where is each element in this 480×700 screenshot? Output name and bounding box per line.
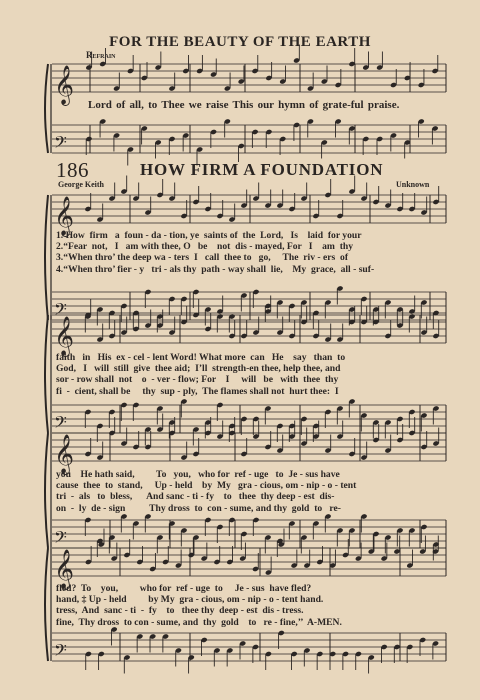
- refrain-lyric: Lord of all, to Thee we raise This our hymn of grate-ful praise.: [88, 99, 400, 111]
- system-brace: [45, 315, 48, 433]
- lyric-line: God, I will still give thee aid; I’ll strength-en thee, help thee, and: [56, 363, 341, 375]
- lyric-line: 4.“When thro’ fier - y tri - als thy path - way shall lie, My grace, all - suf-: [56, 263, 375, 275]
- treble-clef-icon: 𝄞: [54, 65, 75, 105]
- system-brace: [45, 64, 48, 153]
- bass-clef-icon: 𝄢: [54, 132, 67, 156]
- lyric-line: tress, And sanc - ti - fy to thee thy deep - est dis - tress.: [56, 605, 304, 617]
- bass-clef-icon: 𝄢: [54, 412, 67, 436]
- system-brace: [45, 195, 48, 320]
- hymn-number: 186: [56, 158, 89, 182]
- bass-clef-icon: 𝄢: [54, 299, 67, 323]
- section-title: FOR THE BEAUTY OF THE EARTH: [109, 34, 371, 50]
- lyric-line: you He hath said, To you, who for ref - uge to Je - sus have: [56, 469, 340, 480]
- bass-clef-icon: 𝄢: [54, 527, 67, 551]
- lyric-line: 1. How firm a foun - da - tion, ye saints of the Lord, Is laid for your: [56, 230, 362, 241]
- treble-clef-icon: 𝄞: [54, 434, 75, 474]
- refrain-label: Refrain: [86, 50, 116, 60]
- lyric-line: on - ly de - sign Thy dross to con - sume, and thy gold to re-: [56, 502, 341, 514]
- lyric-line: 3.“When thro’ the deep wa - ters I call thee to go, The riv - ers of: [56, 252, 349, 264]
- bass-clef-icon: 𝄢: [54, 640, 67, 664]
- lyric-line: fi - cient, shall be thy sup - ply, The flames shall not hurt thee: I: [56, 385, 339, 397]
- lyric-line: tri - als to bless, And sanc - ti - fy to thee thy deep - est dis-: [56, 491, 335, 503]
- lyric-line: 2.“Fear not, I am with thee, O be not dis - mayed, For I am thy: [56, 241, 354, 253]
- system-brace: [45, 433, 48, 548]
- hymn-title: HOW FIRM A FOUNDATION: [140, 160, 384, 179]
- lyric-line: fled? To you, who for ref - uge to Je - sus have fled?: [56, 583, 312, 594]
- author-credit: George Keith: [58, 180, 104, 189]
- lyric-line: sor - row shall not o - ver - flow; For I will be with thee thy: [56, 374, 339, 386]
- lyric-line: fine, Thy dross to con - sume, and thy gold to re - fine,’’ A-MEN.: [56, 616, 342, 628]
- lyric-line: cause thee to stand, Up - held by My gra - cious, om - nip - o - tent: [56, 480, 357, 492]
- lyric-line: hand, ‡ Up - held by My gra - cious, om - nip - o - tent hand.: [56, 594, 324, 606]
- treble-clef-icon: 𝄞: [54, 196, 75, 236]
- treble-clef-icon: 𝄞: [54, 316, 75, 356]
- treble-clef-icon: 𝄞: [54, 549, 75, 589]
- lyric-line: faith in His ex - cel - lent Word! What more can He say than to: [56, 352, 346, 363]
- composer-credit: Unknown: [396, 180, 430, 189]
- system-brace: [45, 548, 48, 661]
